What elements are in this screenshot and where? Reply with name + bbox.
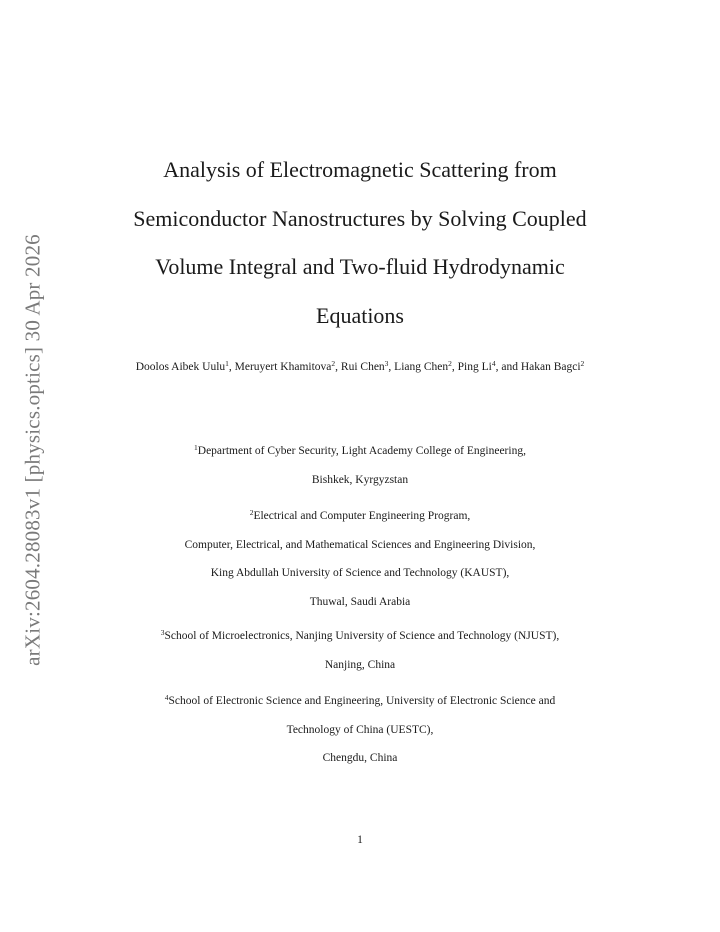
affiliation-mark: 1 xyxy=(194,443,198,452)
author-name: Liang Chen xyxy=(394,361,449,373)
author-name: Hakan Bagci xyxy=(520,361,581,373)
affiliation-line: $^4$School of Electronic Science and Engineering, University of Electronic Science and xyxy=(164,693,556,707)
author-affiliation-mark: 1 xyxy=(225,359,229,368)
affiliation-line: King Abdullah University of Science and Technology (KAUST), xyxy=(210,567,510,579)
author-separator: , xyxy=(335,361,341,373)
affiliation-3 xyxy=(70,622,650,679)
affiliation-mark: 3 xyxy=(160,628,165,637)
page-number: 1 xyxy=(357,834,363,846)
affiliation-line: Computer, Electrical, and Mathematical Sciences and Engineering Division, xyxy=(184,538,536,551)
affiliation-line: Technology of China (UESTC), xyxy=(286,723,434,736)
affiliation-line: $^2$Electrical and Computer Engineering Program, xyxy=(249,508,471,522)
affiliation-line: Bishkek, Kyrgyzstan xyxy=(311,473,409,486)
author-list xyxy=(70,354,650,381)
paper-title xyxy=(60,146,660,340)
affiliation-line: Chengdu, China xyxy=(322,752,398,764)
affiliation-line: $^3$School of Microelectronics, Nanjing University of Science and Technology (NJUST), xyxy=(160,628,560,642)
title-line-4: Equations xyxy=(316,302,404,328)
affiliation-mark: 2 xyxy=(249,508,254,517)
author-affiliation-mark: 2 xyxy=(331,359,336,368)
title-line-3: Volume Integral and Two-fluid Hydrodynamic xyxy=(155,254,565,279)
author-name: Doolos Aibek Uulu xyxy=(135,361,226,373)
affiliation-line: $^1$Department of Cyber Security, Light Academy College of Engineering, xyxy=(194,443,526,457)
author-separator: , xyxy=(388,361,395,373)
affiliation-mark: 4 xyxy=(164,693,169,702)
author-name: Rui Chen xyxy=(340,361,385,373)
arxiv-identifier: arXiv:2604.28083v1 [physics.optics] 30 Apr 2026 xyxy=(20,234,45,666)
title-line-1: Analysis of Electromagnetic Scattering from xyxy=(163,157,557,182)
affiliation-line: Thuwal, Saudi Arabia xyxy=(309,595,411,608)
author-affiliation-mark: 3 xyxy=(384,359,389,368)
author-affiliation-mark: 2 xyxy=(448,359,452,368)
author-affiliation-mark: 2 xyxy=(580,359,585,368)
author-name: Ping Li xyxy=(457,361,492,373)
author-name: Meruyert Khamitova xyxy=(234,361,332,373)
author-affiliation-mark: 4 xyxy=(491,359,496,368)
affiliation-line: Nanjing, China xyxy=(324,658,396,671)
author-separator: , xyxy=(228,361,235,373)
affiliation-2 xyxy=(70,502,650,616)
author-separator: , xyxy=(451,361,458,373)
affiliation-4 xyxy=(70,687,650,773)
author-separator: , and xyxy=(495,361,521,373)
title-line-2: Semiconductor Nanostructures by Solving Coupled xyxy=(133,205,587,231)
affiliation-1 xyxy=(70,437,650,494)
